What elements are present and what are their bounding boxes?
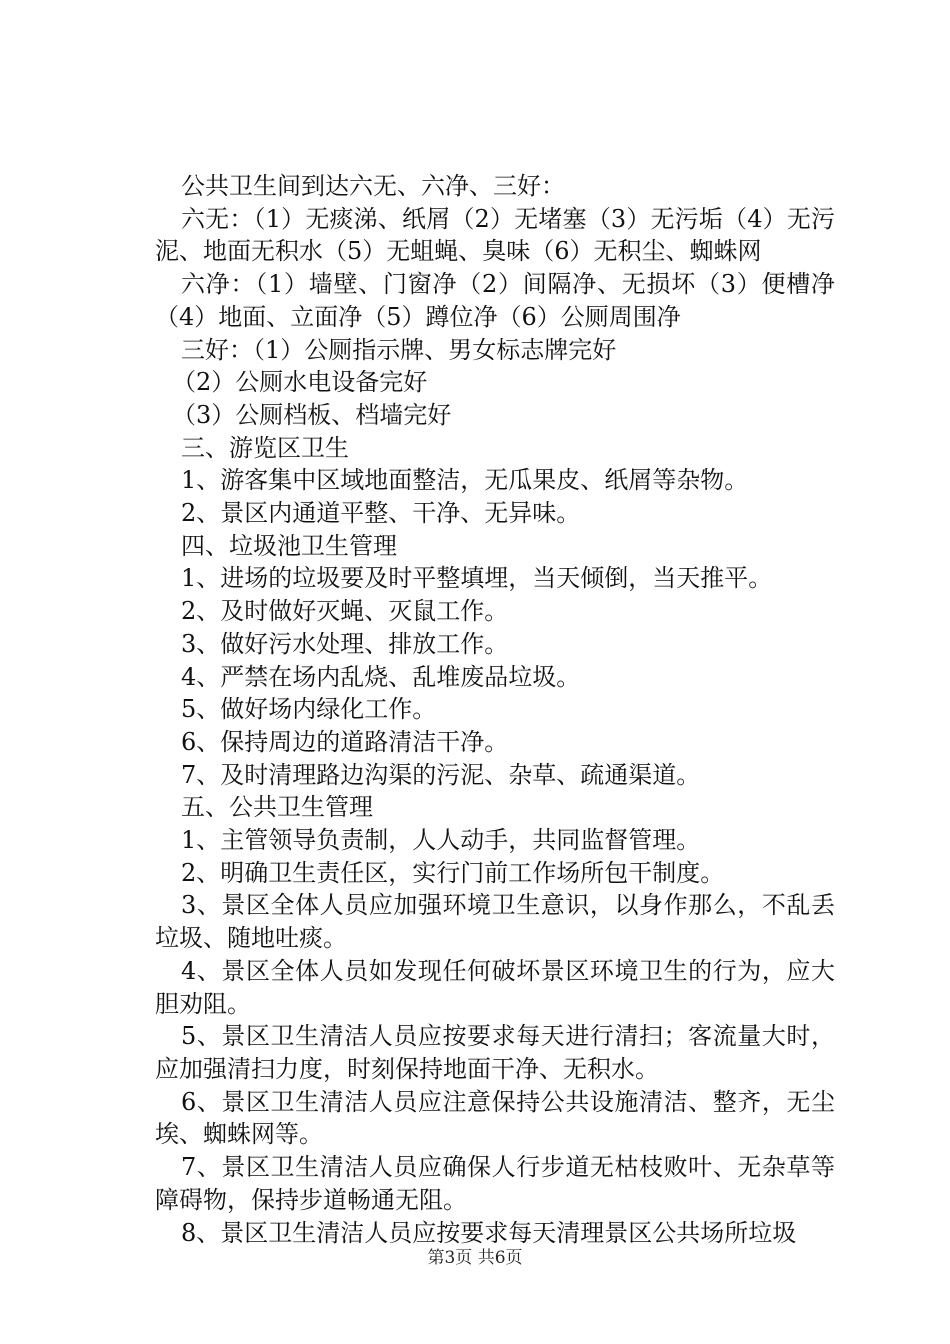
paragraph-15: 5、做好场内绿化工作。 xyxy=(181,695,437,724)
section-heading-5: 五、公共卫生管理 xyxy=(181,793,373,822)
paragraph-19: 1、主管领导负责制，人人动手，共同监督管理。 xyxy=(181,826,701,855)
paragraph-24: 6、景区卫生清洁人员应注意保持公共设施清洁、整齐，无尘埃、蜘蛛网等。 xyxy=(155,1087,835,1149)
paragraph-13: 3、做好污水处理、排放工作。 xyxy=(181,629,509,658)
paragraph-2: 六无：（1）无痰涕、纸屑（2）无堵塞（3）无污垢（4）无污泥、地面无积水（5）无蛆蝇、臭味（6）无积尘、蜘蛛网 xyxy=(155,204,835,266)
document-body xyxy=(155,170,835,1249)
paragraph-26: 8、景区卫生清洁人员应按要求每天清理景区公共场所垃圾 xyxy=(181,1218,797,1247)
page-footer xyxy=(0,1243,950,1268)
paragraph-12: 2、及时做好灭蝇、灭鼠工作。 xyxy=(181,597,509,626)
paragraph-23: 5、景区卫生清洁人员应按要求每天进行清扫；客流量大时，应加强清扫力度，时刻保持地面干净、无积水。 xyxy=(155,1022,835,1083)
section-heading-3: 三、游览区卫生 xyxy=(181,433,349,462)
paragraph-8: 1、游客集中区域地面整洁，无瓜果皮、纸屑等杂物。 xyxy=(181,466,749,495)
paragraph-21: 3、景区全体人员应加强环境卫生意识，以身作那么，不乱丢垃圾、随地吐痰。 xyxy=(155,891,835,953)
paragraph-22: 4、景区全体人员如发现任何破坏景区环境卫生的行为，应大胆劝阻。 xyxy=(155,956,835,1018)
paragraph-16: 6、保持周边的道路清洁干净。 xyxy=(181,727,509,756)
paragraph-11: 1、进场的垃圾要及时平整填埋，当天倾倒，当天推平。 xyxy=(181,564,773,593)
paragraph-5: （2）公厕水电设备完好 xyxy=(172,368,428,397)
page-number-label: 第3页 共6页 xyxy=(427,1248,523,1268)
paragraph-9: 2、景区内通道平整、干净、无异味。 xyxy=(181,499,581,528)
paragraph-1: 公共卫生间到达六无、六净、三好： xyxy=(181,172,565,200)
paragraph-17: 7、及时清理路边沟渠的污泥、杂草、疏通渠道。 xyxy=(181,760,701,789)
section-heading-4: 四、垃圾池卫生管理 xyxy=(181,531,397,560)
paragraph-14: 4、严禁在场内乱烧、乱堆废品垃圾。 xyxy=(181,662,581,691)
paragraph-20: 2、明确卫生责任区，实行门前工作场所包干制度。 xyxy=(181,858,725,887)
paragraph-3: 六净：（1）墙壁、门窗净（2）间隔净、无损坏（3）便槽净（4）地面、立面净（5）蹲位净（6）公厕周围净 xyxy=(155,270,835,331)
paragraph-4: 三好：（1）公厕指示牌、男女标志牌完好 xyxy=(181,335,617,364)
paragraph-25: 7、景区卫生清洁人员应确保人行步道无枯枝败叶、无杂草等障碍物，保持步道畅通无阻。 xyxy=(155,1153,835,1214)
paragraph-6: （3）公厕档板、档墙完好 xyxy=(172,400,452,429)
